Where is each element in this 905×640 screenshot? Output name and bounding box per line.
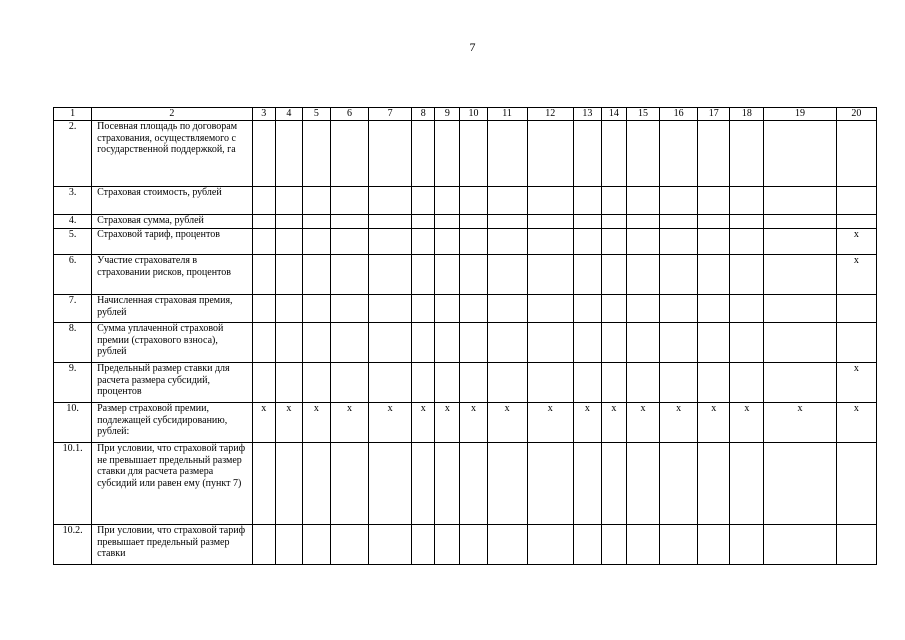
table-row — [54, 323, 877, 363]
table-cell — [660, 363, 698, 403]
table-cell — [836, 121, 876, 187]
table-cell: x — [487, 403, 527, 443]
table-cell — [527, 443, 573, 525]
table-cell — [369, 525, 412, 565]
table-cell: x — [460, 403, 487, 443]
table-cell — [302, 121, 330, 187]
table-cell — [698, 323, 730, 363]
table-cell — [460, 121, 487, 187]
table-cell: x — [573, 403, 601, 443]
table-cell — [573, 229, 601, 255]
table-cell — [330, 443, 368, 525]
table-cell — [764, 525, 836, 565]
table-cell — [601, 229, 626, 255]
header-cell: 4 — [275, 108, 302, 121]
table-cell: x — [330, 403, 368, 443]
table-cell — [330, 255, 368, 295]
table-cell — [601, 121, 626, 187]
table-cell — [487, 363, 527, 403]
table-cell — [601, 443, 626, 525]
table-cell — [601, 323, 626, 363]
header-cell: 12 — [527, 108, 573, 121]
row-number: 9. — [54, 363, 92, 403]
table-cell: x — [836, 403, 876, 443]
row-name: Страховой тариф, процентов — [92, 229, 253, 255]
table-cell — [460, 295, 487, 323]
table-cell — [275, 295, 302, 323]
table-cell — [764, 363, 836, 403]
table-cell — [369, 295, 412, 323]
table-cell — [764, 121, 836, 187]
table-cell — [764, 323, 836, 363]
table-cell — [412, 229, 435, 255]
header-cell: 5 — [302, 108, 330, 121]
table-cell: x — [698, 403, 730, 443]
table-cell: x — [836, 255, 876, 295]
table-cell — [573, 525, 601, 565]
table-cell — [573, 295, 601, 323]
table-cell — [252, 255, 275, 295]
table-cell — [601, 363, 626, 403]
table-row — [54, 229, 877, 255]
data-table — [53, 107, 877, 565]
table-cell — [302, 525, 330, 565]
table-cell — [573, 255, 601, 295]
table-cell — [252, 363, 275, 403]
table-cell — [836, 295, 876, 323]
table-cell — [527, 187, 573, 215]
table-cell — [730, 215, 764, 229]
table-cell — [660, 121, 698, 187]
table-cell — [252, 525, 275, 565]
table-cell: x — [660, 403, 698, 443]
table-row — [54, 443, 877, 525]
table-cell — [435, 323, 460, 363]
table-cell — [330, 363, 368, 403]
table-cell — [698, 187, 730, 215]
table-cell: x — [369, 403, 412, 443]
table-cell — [369, 443, 412, 525]
table-cell — [730, 295, 764, 323]
table-cell — [626, 215, 659, 229]
table-cell — [275, 229, 302, 255]
table-cell — [527, 525, 573, 565]
header-cell: 14 — [601, 108, 626, 121]
row-name: Размер страховой премии, подлежащей субсидированию, рублей: — [92, 403, 253, 443]
table-cell — [460, 323, 487, 363]
table-cell — [330, 525, 368, 565]
table-cell — [601, 295, 626, 323]
table-cell — [302, 323, 330, 363]
table-cell — [369, 323, 412, 363]
table-cell — [836, 525, 876, 565]
table-cell — [412, 295, 435, 323]
table-cell — [487, 323, 527, 363]
table-cell — [626, 255, 659, 295]
table-cell — [660, 187, 698, 215]
table-cell — [412, 255, 435, 295]
row-number: 3. — [54, 187, 92, 215]
table-cell — [487, 121, 527, 187]
table-cell — [527, 363, 573, 403]
row-name: Сумма уплаченной страховой премии (страхового взноса), рублей — [92, 323, 253, 363]
table-cell — [369, 363, 412, 403]
table-cell — [302, 187, 330, 215]
table-cell — [412, 215, 435, 229]
table-cell — [573, 187, 601, 215]
table-cell — [435, 295, 460, 323]
header-cell: 18 — [730, 108, 764, 121]
table-cell — [275, 363, 302, 403]
table-cell — [487, 255, 527, 295]
table-cell — [660, 525, 698, 565]
table-cell — [626, 229, 659, 255]
table-cell — [626, 443, 659, 525]
header-cell: 8 — [412, 108, 435, 121]
table-cell — [730, 121, 764, 187]
table-cell — [660, 295, 698, 323]
table-row — [54, 255, 877, 295]
table-cell: x — [252, 403, 275, 443]
header-cell: 9 — [435, 108, 460, 121]
table-cell — [302, 443, 330, 525]
table-cell — [730, 525, 764, 565]
table-cell — [252, 295, 275, 323]
table-cell — [435, 215, 460, 229]
table-cell — [698, 443, 730, 525]
table-cell — [412, 323, 435, 363]
table-cell — [275, 215, 302, 229]
row-number: 7. — [54, 295, 92, 323]
table-cell — [369, 187, 412, 215]
header-cell: 1 — [54, 108, 92, 121]
table-cell — [660, 255, 698, 295]
table-cell — [730, 229, 764, 255]
table-cell — [275, 323, 302, 363]
row-number: 10.1. — [54, 443, 92, 525]
table-cell — [573, 215, 601, 229]
table-cell — [435, 121, 460, 187]
table-cell — [698, 229, 730, 255]
table-row — [54, 121, 877, 187]
table-cell — [330, 121, 368, 187]
table-cell — [275, 121, 302, 187]
table-cell — [527, 295, 573, 323]
row-number: 6. — [54, 255, 92, 295]
header-cell: 15 — [626, 108, 659, 121]
table-cell — [527, 323, 573, 363]
table-cell — [330, 215, 368, 229]
table-cell — [730, 323, 764, 363]
table-cell — [252, 443, 275, 525]
table-cell — [527, 229, 573, 255]
table-cell — [836, 187, 876, 215]
table-cell — [573, 323, 601, 363]
row-name: Страховая сумма, рублей — [92, 215, 253, 229]
table-cell — [601, 215, 626, 229]
table-cell — [460, 443, 487, 525]
table-cell — [412, 525, 435, 565]
row-name: Посевная площадь по договорам страхования, осуществляемого с государственной поддержкой, га — [92, 121, 253, 187]
table-cell — [252, 323, 275, 363]
table-cell: x — [412, 403, 435, 443]
table-row — [54, 187, 877, 215]
table-cell — [698, 295, 730, 323]
table-cell — [275, 525, 302, 565]
table-cell: x — [730, 403, 764, 443]
header-cell: 2 — [92, 108, 253, 121]
table-cell — [460, 525, 487, 565]
table-cell: x — [601, 403, 626, 443]
header-cell: 3 — [252, 108, 275, 121]
table-cell — [435, 525, 460, 565]
table-cell — [460, 229, 487, 255]
table-cell — [435, 187, 460, 215]
header-cell: 17 — [698, 108, 730, 121]
table-cell — [626, 363, 659, 403]
table-cell — [435, 255, 460, 295]
table-cell — [730, 443, 764, 525]
table-cell — [302, 215, 330, 229]
table-cell — [764, 255, 836, 295]
table-cell — [487, 443, 527, 525]
table-cell — [836, 323, 876, 363]
table-cell — [435, 363, 460, 403]
header-cell: 6 — [330, 108, 368, 121]
table-cell — [487, 215, 527, 229]
table-cell — [660, 229, 698, 255]
row-name: При условии, что страховой тариф превышает предельный размер ставки — [92, 525, 253, 565]
table-cell: x — [836, 363, 876, 403]
table-cell: x — [275, 403, 302, 443]
table-cell — [730, 255, 764, 295]
table-row — [54, 525, 877, 565]
table-cell — [252, 229, 275, 255]
table-cell — [573, 121, 601, 187]
table-cell — [601, 525, 626, 565]
table-cell — [626, 121, 659, 187]
header-cell: 10 — [460, 108, 487, 121]
table-cell — [487, 229, 527, 255]
table-cell — [252, 187, 275, 215]
table-cell — [460, 215, 487, 229]
table-cell — [573, 363, 601, 403]
table-cell — [836, 215, 876, 229]
row-name: Предельный размер ставки для расчета размера субсидий, процентов — [92, 363, 253, 403]
table-cell — [302, 363, 330, 403]
row-number: 5. — [54, 229, 92, 255]
table-cell — [698, 215, 730, 229]
table-cell — [764, 187, 836, 215]
table-cell — [573, 443, 601, 525]
table-cell — [369, 255, 412, 295]
table-cell — [660, 443, 698, 525]
table-cell: x — [302, 403, 330, 443]
table-cell — [460, 255, 487, 295]
table-cell: x — [626, 403, 659, 443]
header-row — [54, 108, 877, 121]
table-cell — [698, 255, 730, 295]
table-cell — [330, 229, 368, 255]
row-number: 4. — [54, 215, 92, 229]
table-cell — [369, 229, 412, 255]
page-number: 7 — [469, 40, 476, 54]
table-cell — [460, 187, 487, 215]
table-cell — [660, 323, 698, 363]
row-number: 2. — [54, 121, 92, 187]
table-cell — [275, 255, 302, 295]
table-cell — [330, 187, 368, 215]
table-cell — [369, 121, 412, 187]
table-cell — [626, 295, 659, 323]
table-cell — [275, 187, 302, 215]
table-cell — [302, 255, 330, 295]
row-name: При условии, что страховой тариф не превышает предельный размер ставки для расчета размера субсидий или равен ему (пункт 7) — [92, 443, 253, 525]
table-cell — [527, 215, 573, 229]
row-number: 8. — [54, 323, 92, 363]
row-name: Страховая стоимость, рублей — [92, 187, 253, 215]
table-cell — [252, 121, 275, 187]
table-cell — [527, 255, 573, 295]
table-cell — [435, 229, 460, 255]
table-cell: x — [435, 403, 460, 443]
table-cell — [302, 229, 330, 255]
table-cell: x — [836, 229, 876, 255]
header-cell: 7 — [369, 108, 412, 121]
table-cell — [302, 295, 330, 323]
row-number: 10.2. — [54, 525, 92, 565]
table-cell — [412, 363, 435, 403]
table-cell — [730, 363, 764, 403]
table-cell — [626, 323, 659, 363]
header-cell: 19 — [764, 108, 836, 121]
table-cell — [764, 229, 836, 255]
table-cell — [435, 443, 460, 525]
table-cell — [764, 215, 836, 229]
table-cell — [698, 121, 730, 187]
table-cell: x — [764, 403, 836, 443]
row-name: Участие страхователя в страховании рисков, процентов — [92, 255, 253, 295]
table-cell — [330, 295, 368, 323]
table-cell — [252, 215, 275, 229]
table-cell — [412, 121, 435, 187]
table-cell: x — [527, 403, 573, 443]
table-cell — [698, 363, 730, 403]
header-cell: 20 — [836, 108, 876, 121]
table-cell — [275, 443, 302, 525]
table-row — [54, 215, 877, 229]
table-cell — [764, 295, 836, 323]
table-cell — [369, 215, 412, 229]
table-row — [54, 403, 877, 443]
table-row — [54, 363, 877, 403]
table-cell — [487, 295, 527, 323]
table-cell — [487, 187, 527, 215]
table-cell — [412, 187, 435, 215]
table-cell — [660, 215, 698, 229]
header-cell: 11 — [487, 108, 527, 121]
header-cell: 16 — [660, 108, 698, 121]
table-cell — [626, 525, 659, 565]
table-cell — [836, 443, 876, 525]
table-cell — [527, 121, 573, 187]
header-cell: 13 — [573, 108, 601, 121]
table-cell — [698, 525, 730, 565]
table-row — [54, 295, 877, 323]
table-cell — [730, 187, 764, 215]
row-name: Начисленная страховая премия, рублей — [92, 295, 253, 323]
table-cell — [626, 187, 659, 215]
row-number: 10. — [54, 403, 92, 443]
table-cell — [412, 443, 435, 525]
table-cell — [764, 443, 836, 525]
table-cell — [601, 255, 626, 295]
table-cell — [601, 187, 626, 215]
table-cell — [487, 525, 527, 565]
table-cell — [460, 363, 487, 403]
table-cell — [330, 323, 368, 363]
